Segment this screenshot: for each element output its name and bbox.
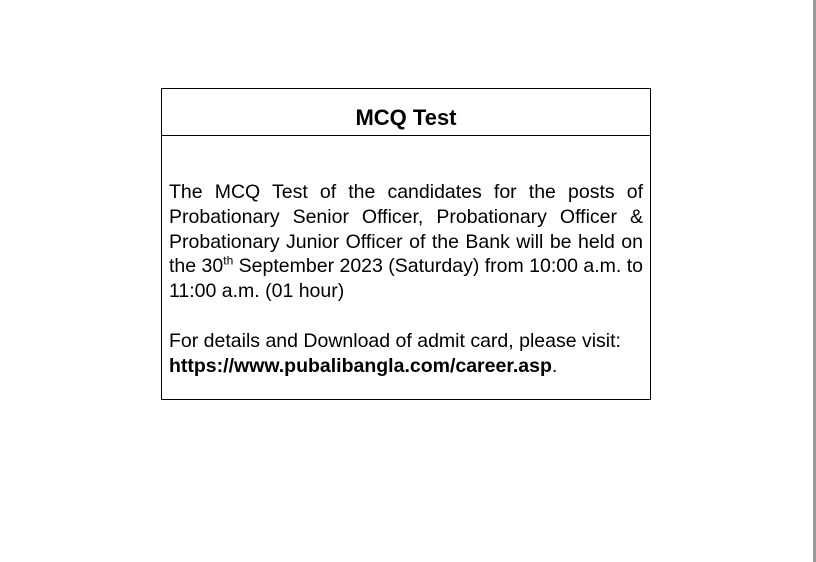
date-ordinal-suffix: th <box>223 253 234 268</box>
exam-schedule-text-end: September 2023 (Saturday) from 10:00 a.m. to 11:00 a.m. (01 hour) <box>169 255 644 303</box>
exam-schedule-text-start: The MCQ Test of the candidates for the posts of Probationary Senior Officer, Probationary Officer & Probationary Junior Officer of the Bank will be held on the 30 <box>169 181 643 278</box>
notice-header <box>162 89 650 136</box>
admit-card-paragraph <box>169 329 643 379</box>
exam-schedule-paragraph <box>169 180 643 304</box>
admit-card-text: For details and Download of admit card, please visit: <box>169 329 621 352</box>
admit-card-period: . <box>551 354 558 377</box>
notice-body <box>162 136 650 379</box>
notice-box <box>161 88 651 400</box>
career-url-link[interactable]: https://www.pubalibangla.com/career.asp <box>169 354 552 377</box>
notice-title: MCQ Test <box>355 105 457 130</box>
